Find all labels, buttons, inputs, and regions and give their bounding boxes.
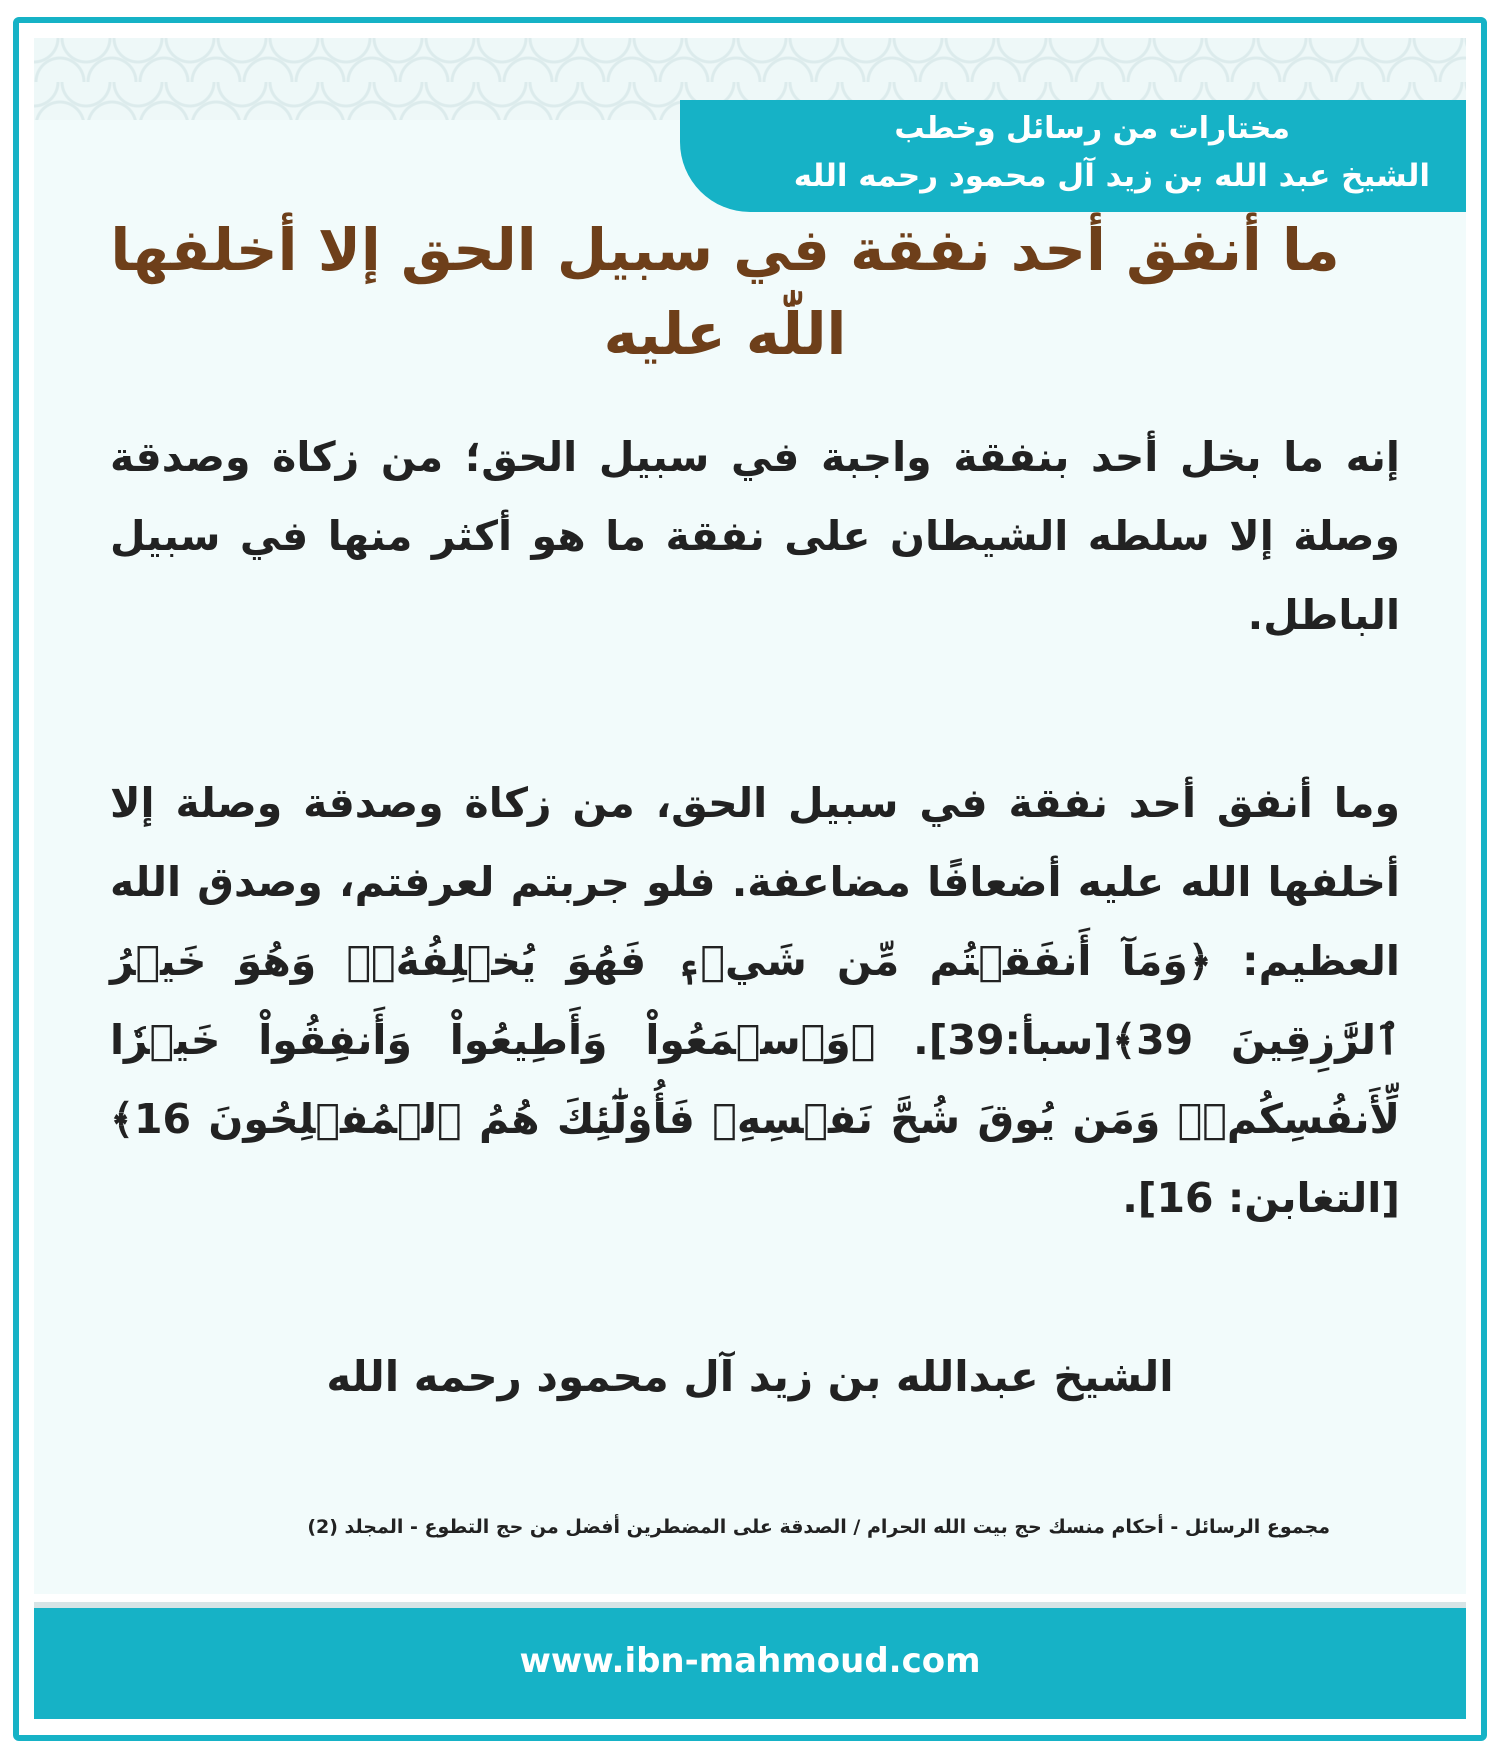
header-series-title: مختارات من رسائل وخطب bbox=[894, 111, 1290, 146]
paragraph-1: إنه ما بخل أحد بنفقة واجبة في سبيل الحق؛ من زكاة وصدقة وصلة إلا سلطه الشيطان على نفقة ما هو أكثر منها في سبيل الباطل. bbox=[110, 433, 1400, 639]
header-banner bbox=[680, 100, 1466, 212]
source-citation: مجموع الرسائل - أحكام منسك حج بيت الله الحرام / الصدقة على المضطرين أفضل من حج التطوع - المجلد (2) bbox=[307, 1516, 1330, 1538]
paragraph-2 bbox=[110, 764, 1400, 1238]
footer-bar bbox=[34, 1602, 1466, 1719]
quran-verse-taghabun: ﴿وَٱسۡمَعُواْ وَأَطِيعُواْ وَأَنفِقُواْ خَيۡرٗا لِّأَنفُسِكُمۡۗ وَمَن يُوقَ شُحَّ نَفۡسِهِۦ فَأُوْلَٰٓئِكَ هُمُ ٱلۡمُفۡلِحُونَ 16﴾ bbox=[110, 1016, 1400, 1143]
page-title: ما أنفق أحد نفقة في سبيل الحق إلا أخلفها اللّٰه عليه bbox=[110, 216, 1340, 368]
website-link[interactable]: www.ibn-mahmoud.com bbox=[519, 1641, 981, 1681]
verse-reference-saba: [سبأ:39]. bbox=[913, 1016, 1113, 1064]
paragraph-2-intro: وما أنفق أحد نفقة في سبيل الحق، من زكاة وصدقة وصلة إلا أخلفها الله عليه أضعافًا مضاعفة. فلو جربتم لعرفتم، وصدق الله العظيم: bbox=[110, 779, 1400, 985]
author-signature: الشيخ عبدالله بن زيد آل محمود رحمه الله bbox=[326, 1352, 1174, 1401]
quran-verse-saba: ﴿وَمَآ أَنفَقۡتُم مِّن شَيۡءٖ فَهُوَ يُخۡلِفُهُۥۖ وَهُوَ خَيۡرُ ٱلرَّٰزِقِينَ 39﴾ bbox=[110, 937, 1400, 1064]
header-author: الشيخ عبد الله بن زيد آل محمود رحمه الله bbox=[793, 158, 1430, 194]
verse-reference-taghabun: [التغابن: 16]. bbox=[1122, 1174, 1400, 1222]
